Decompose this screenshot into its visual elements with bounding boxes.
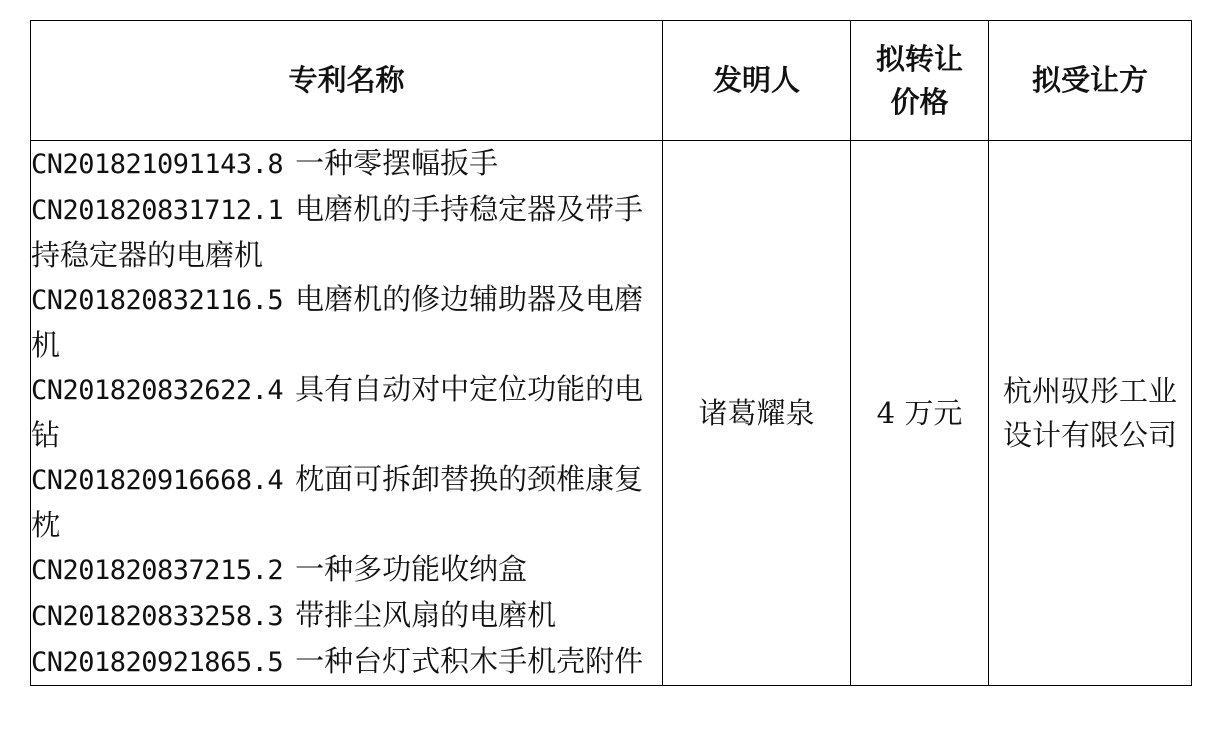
patent-item xyxy=(31,593,662,639)
header-price-line2: 价格 xyxy=(890,84,949,119)
table-row xyxy=(31,141,1192,686)
patent-item xyxy=(31,547,662,593)
header-patent-name: 专利名称 xyxy=(31,21,663,141)
patent-item xyxy=(31,187,662,277)
patent-transfer-table xyxy=(30,20,1192,686)
patent-item xyxy=(31,457,662,547)
patent-number: CN201820832622.4 xyxy=(31,375,284,406)
patent-number: CN201820837215.2 xyxy=(31,555,284,586)
patent-title: 一种多功能收纳盒 xyxy=(295,552,528,586)
table-header-row xyxy=(31,21,1192,141)
patent-number: CN201820833258.3 xyxy=(31,601,284,632)
patent-title: 一种零摆幅扳手 xyxy=(295,146,499,180)
patent-number: CN201820916668.4 xyxy=(31,465,284,496)
header-price-line1: 拟转让 xyxy=(875,41,963,76)
patent-number: CN201821091143.8 xyxy=(31,149,284,180)
patent-number: CN201820832116.5 xyxy=(31,285,284,316)
header-assignee: 拟受让方 xyxy=(989,21,1192,141)
inventor-cell: 诸葛耀泉 xyxy=(663,141,851,686)
patent-title: 一种台灯式积木手机壳附件 xyxy=(295,644,644,678)
patent-item xyxy=(31,141,662,187)
header-inventor: 发明人 xyxy=(663,21,851,141)
patent-item xyxy=(31,367,662,457)
patent-number: CN201820921865.5 xyxy=(31,647,284,678)
patent-number: CN201820831712.1 xyxy=(31,195,284,226)
assignee-cell: 杭州驭彤工业设计有限公司 xyxy=(989,141,1192,686)
header-price xyxy=(851,21,989,141)
patent-title: 电磨机的修边辅助器及电磨机 xyxy=(31,282,644,362)
patent-title: 枕面可拆卸替换的颈椎康复枕 xyxy=(31,462,644,542)
patent-list-cell xyxy=(31,141,663,686)
patent-title: 带排尘风扇的电磨机 xyxy=(295,598,557,632)
patent-item xyxy=(31,277,662,367)
patent-title: 电磨机的手持稳定器及带手持稳定器的电磨机 xyxy=(31,192,644,272)
price-cell: 4 万元 xyxy=(851,141,989,686)
patent-title: 具有自动对中定位功能的电钻 xyxy=(31,372,644,452)
patent-item xyxy=(31,639,662,685)
